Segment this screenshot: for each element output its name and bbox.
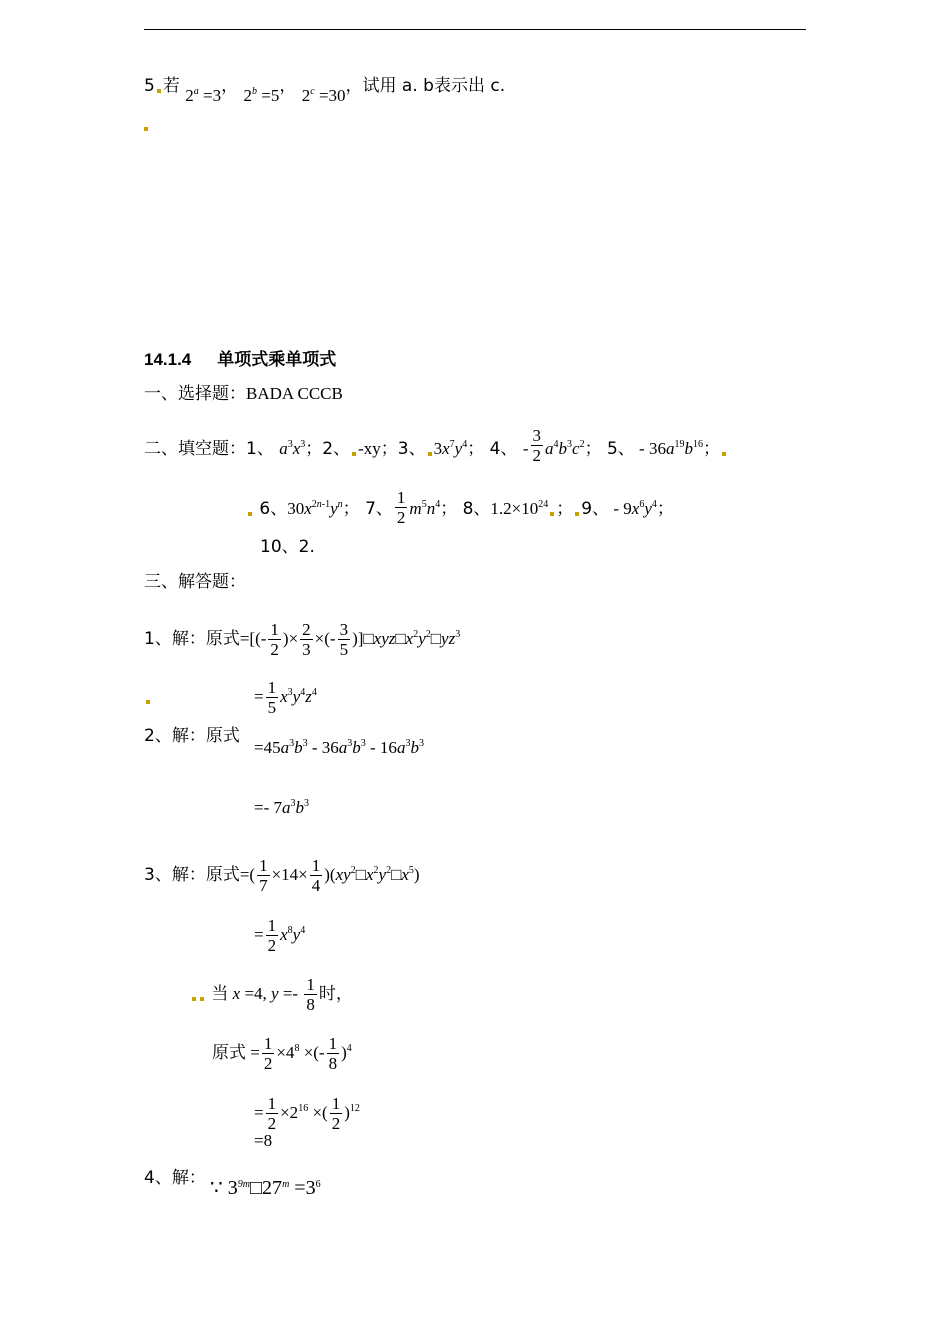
solution-1-result: = $\frac{1}{5}$ $x^3y^4z^4$: [144, 678, 317, 717]
solution-2-step: $=45a^3b^3 - 36a^3b^3 - 16a^3b^3$: [254, 738, 424, 757]
equation-2c: 2$^c$ =30: [301, 86, 346, 105]
solution-3-sub: 原式 = $\frac{1}{2}$ $\times 4^8$ ×(- $\frac{1}{8}$ )$^4$: [212, 1034, 352, 1073]
section-title: 14.1.4 单项式乘单项式: [144, 350, 337, 370]
header-rule: [144, 29, 806, 30]
question-5: 5 若 2$^a$ =3， 2$^b$ =5， 2$^c$ =30，试用 a. b表示出 c.: [144, 76, 506, 105]
fill-row-2: 6、$30x^{2n-1}y^n$； 7、 $\frac{1}{2}$ $m^5n^4$； 8、$1.2\times 10^{24}$ ； 9、 - $9x^6y^4$；: [246, 490, 674, 529]
solution-2-result: =- $7a^3b^3$: [254, 798, 309, 817]
solution-3-result: =8: [254, 1131, 273, 1150]
solution-4-step: ∵ $3^{9m}□27^m =3^6$: [210, 1177, 321, 1199]
solution-1: 1、解：原式=[(- $\frac{1}{2}$ )× $\frac{2}{3}$ ×(- $\frac{3}{5}$ )]$□xyz□x^2y^2□yz^3$: [144, 620, 461, 659]
solution-3-step2: = $\frac{1}{2}$ $\times 2^{16}$ ×( $\frac{1}{2}$ )$^{12}$: [254, 1094, 360, 1133]
equation-2a: 2$^a$ =3: [185, 86, 222, 105]
equation-2b: 2$^b$ =5: [243, 86, 280, 105]
marker: [157, 89, 161, 93]
solve-label: 三、解答题：: [144, 572, 246, 592]
solution-4: 4、解：: [144, 1168, 206, 1188]
choice-answers: 一、选择题：BADA CCCB: [144, 384, 343, 404]
fill-row-3: 10、2.: [260, 537, 315, 557]
solution-3-step: = $\frac{1}{2}$ $x^8y^4$: [254, 916, 306, 955]
solution-2: 2、解：原式: [144, 726, 240, 746]
solution-3: 3、解：原式=( $\frac{1}{7}$ ×14× $\frac{1}{4}$ )$(xy^2□x^2y^2□x^5)$: [144, 856, 420, 895]
marker-row: [142, 114, 150, 134]
fill-row-1: 二、填空题：1、 $a^3x^3$；2、 -xy；3、 $3x^7y^4$； 4、 - $\frac{3}{2}$ $a^4b^3c^2$； 5、 - $36a^{19}b^{16}$；: [144, 430, 728, 469]
solution-3-condition: 当 x =4, y =- $\frac{1}{8}$ 时，: [190, 975, 353, 1014]
